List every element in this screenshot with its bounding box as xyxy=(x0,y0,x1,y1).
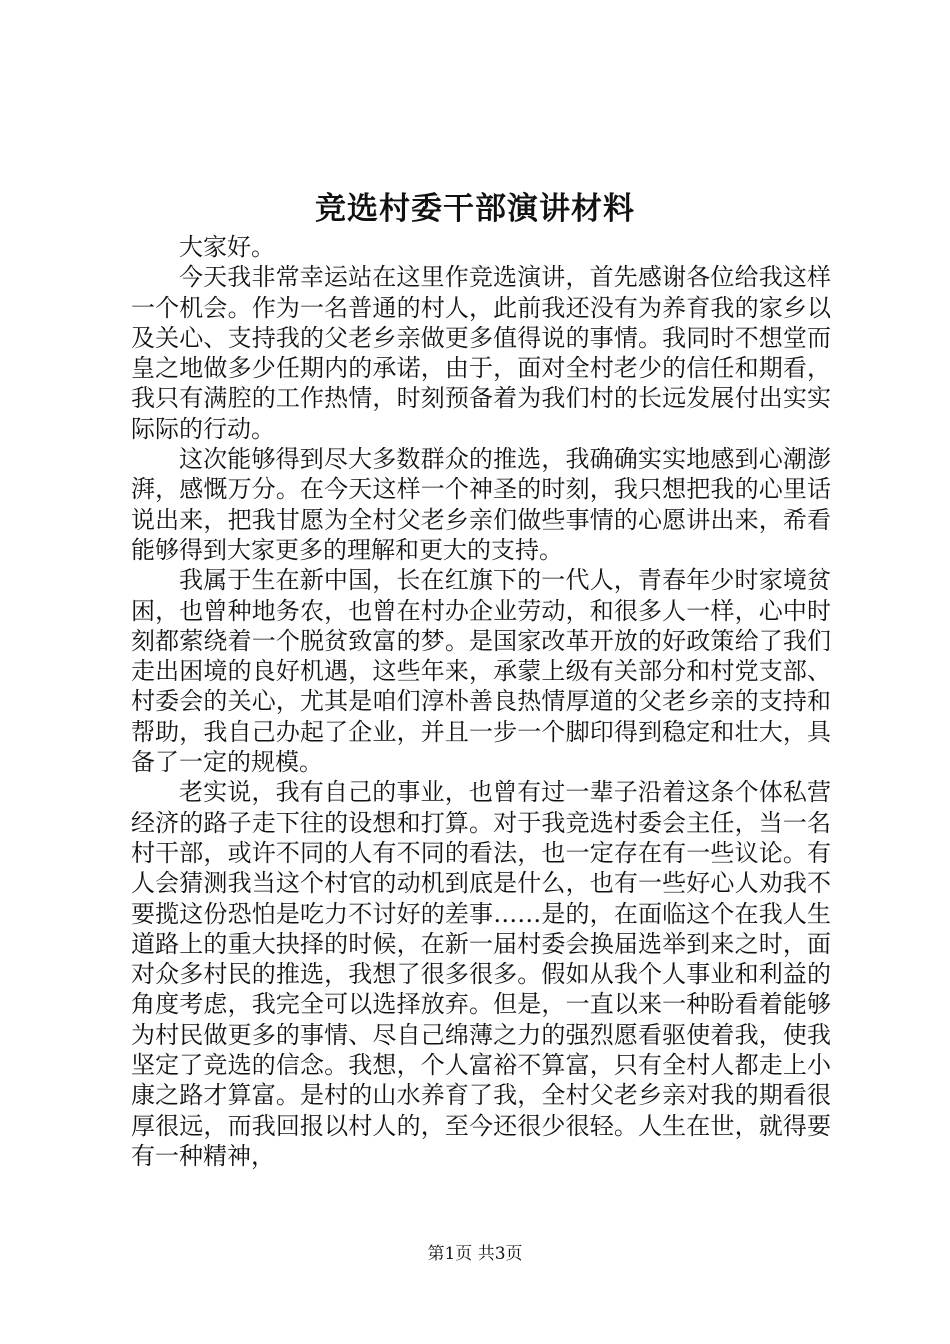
paragraph-motivation: 老实说，我有自己的事业，也曾有过一辈子沿着这条个体私营经济的路子走下往的设想和打算。对于我竞选村委会主任，当一名村干部，或许不同的人有不同的看法，也一定存在有一些议论。有人会猜测我当这个村官的动机到底是什么，也有一些好心人劝我不要揽这份恐怕是吃力不讨好的差事……是的，在面临这个在我人生道路上的重大抉择的时候，在新一届村委会换届选举到来之时，面对众多村民的推选，我想了很多很多。假如从我个人事业和利益的角度考虑，我完全可以选择放弃。但是，一直以来一种盼看着能够为村民做更多的事情、尽自己绵薄之力的强烈愿看驱使着我，使我坚定了竞选的信念。我想，个人富裕不算富，只有全村人都走上小康之路才算富。是村的山水养育了我，全村父老乡亲对我的期看很厚很远，而我回报以村人的，至今还很少很轻。人生在世，就得要有一种精神， xyxy=(131,778,831,1170)
paragraph-greeting: 大家好。 xyxy=(179,233,275,261)
page-number-footer: 第1页 共3页 xyxy=(427,1244,523,1264)
document-body xyxy=(131,232,831,1171)
paragraph-nomination: 这次能够得到尽大多数群众的推选，我确确实实地感到心潮澎湃，感慨万分。在今天这样一个神圣的时刻，我只想把我的心里话说出来，把我甘愿为全村父老乡亲们做些事情的心愿讲出来，希看能够得到大家更多的理解和更大的支持。 xyxy=(131,445,831,564)
paragraph-background: 我属于生在新中国，长在红旗下的一代人，青春年少时家境贫困，也曾种地务农，也曾在村办企业劳动，和很多人一样，心中时刻都萦绕着一个脱贫致富的梦。是国家改革开放的好政策给了我们走出困境的良好机遇，这些年来，承蒙上级有关部分和村党支部、村委会的关心，尤其是咱们淳朴善良热情厚道的父老乡亲的支持和帮助，我自己办起了企业，并且一步一个脚印得到稳定和壮大，具备了一定的规模。 xyxy=(131,566,831,777)
paragraph-opening: 今天我非常幸运站在这里作竞选演讲，首先感谢各位给我这样一个机会。作为一名普通的村人，此前我还没有为养育我的家乡以及关心、支持我的父老乡亲做更多值得说的事情。我同时不想堂而皇之地做多少任期内的承诺，由于，面对全村老少的信任和期看，我只有满腔的工作热情，时刻预备着为我们村的长远发展付出实实际际的行动。 xyxy=(131,263,831,443)
document-title: 竞选村委干部演讲材料 xyxy=(315,191,635,227)
